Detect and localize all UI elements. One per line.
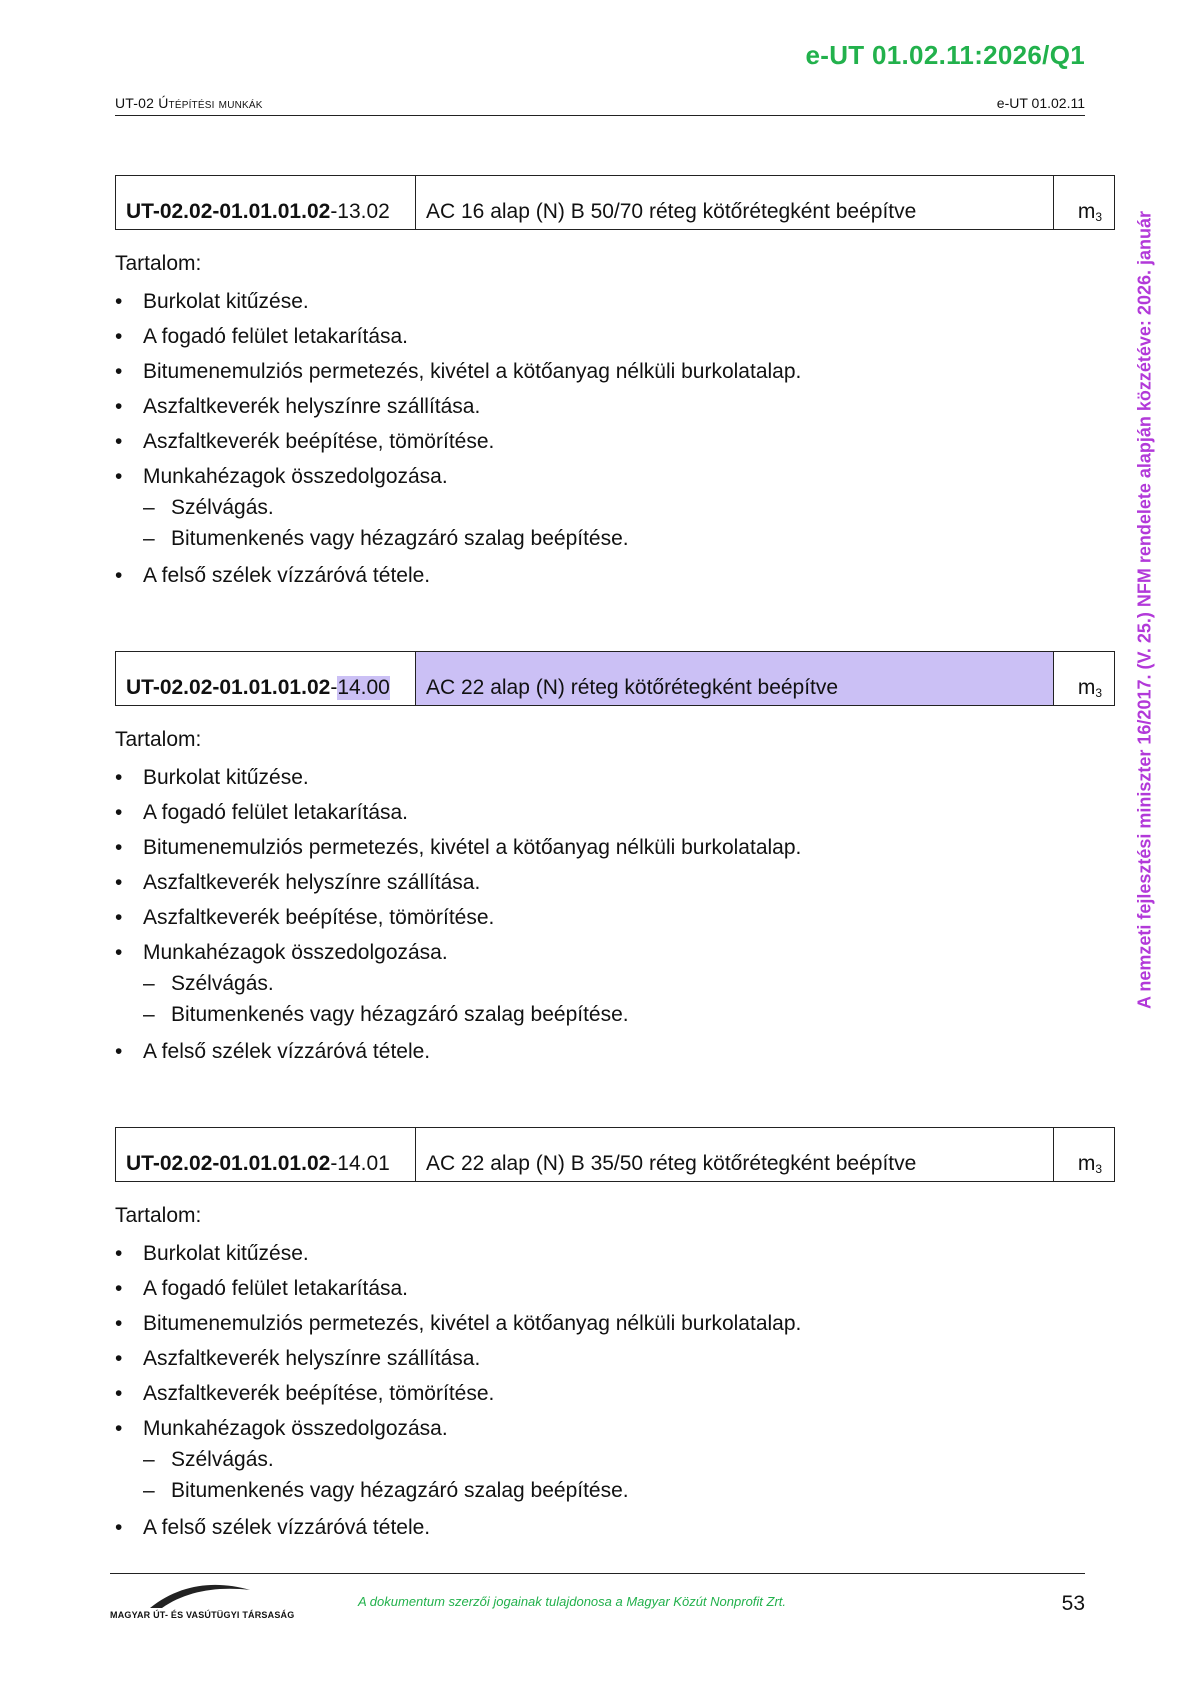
item-code-suffix: -13.02 [330,200,390,223]
item-code-bold: UT-02.02-01.01.01.02 [126,200,331,223]
sub-list-item: – Bitumenkenés vagy hézagzáró szalag beépítése. [143,525,1115,552]
sub-list-item: – Bitumenkenés vagy hézagzáró szalag beépítése. [143,1477,1115,1504]
list-item-with-sublist: • Munkahézagok összedolgozása. – Szélvágás. – Bitumenkenés vagy hézagzáró szalag beépítése. [115,463,1115,552]
work-item-2 [115,651,1115,1073]
content-list [115,1240,1115,1541]
list-item: • A fogadó felület letakarítása. [115,1275,1115,1302]
item-header [115,1127,1115,1182]
list-item-with-sublist: • Munkahézagok összedolgozása. – Szélvágás. – Bitumenkenés vagy hézagzáró szalag beépítése. [115,939,1115,1028]
sub-list [143,1446,1115,1504]
list-item: • Burkolat kitűzése. [115,764,1115,791]
item-code [116,176,416,229]
work-item-3 [115,1127,1115,1549]
list-item: • Aszfaltkeverék helyszínre szállítása. [115,1345,1115,1372]
sub-list-item: – Szélvágás. [143,970,1115,997]
content-label: Tartalom: [115,728,202,751]
copyright-notice: A dokumentum szerzői jogainak tulajdonosa a Magyar Közút Nonprofit Zrt. [358,1594,787,1609]
list-item: • A fogadó felület letakarítása. [115,323,1115,350]
running-header-right: e-UT 01.02.11 [996,95,1085,111]
sub-list [143,970,1115,1028]
sub-list-item: – Szélvágás. [143,494,1115,521]
page-footer [110,1573,1085,1634]
sub-list [143,494,1115,552]
item-title: AC 16 alap (N) B 50/70 réteg kötőrétegként beépítve [416,176,1054,229]
item-code-suffix: - [330,676,338,699]
content-label: Tartalom: [115,252,202,275]
list-item: • Bitumenemulziós permetezés, kivétel a kötőanyag nélküli burkolatalap. [115,358,1115,385]
item-unit: m $_3$ [1077,676,1102,700]
list-item: • Aszfaltkeverék beépítése, tömörítése. [115,1380,1115,1407]
list-item: • Burkolat kitűzése. [115,288,1115,315]
item-title: AC 22 alap (N) B 35/50 réteg kötőrétegként beépítve [416,1128,1054,1181]
list-item: • A felső szélek vízzáróvá tétele. [115,1038,1115,1065]
work-item-1 [115,175,1115,597]
list-item: • Bitumenemulziós permetezés, kivétel a kötőanyag nélküli burkolatalap. [115,1310,1115,1337]
list-item-with-sublist: • Munkahézagok összedolgozása. – Szélvágás. – Bitumenkenés vagy hézagzáró szalag beépítése. [115,1415,1115,1504]
logo-text: MAGYAR ÚT- ÉS VASÚTÜGYI TÁRSASÁG [110,1610,295,1620]
list-item: • A felső szélek vízzáróvá tétele. [115,1514,1115,1541]
content-list [115,288,1115,589]
running-header [115,95,1085,116]
document-stamp: e-UT 01.02.11:2026/Q1 [805,40,1085,70]
sub-list-item: – Bitumenkenés vagy hézagzáró szalag beépítése. [143,1001,1115,1028]
list-item: • Aszfaltkeverék beépítése, tömörítése. [115,904,1115,931]
road-swoosh-icon [110,1578,260,1612]
list-item: • A fogadó felület letakarítása. [115,799,1115,826]
content-list [115,764,1115,1065]
item-unit: m $_3$ [1077,200,1102,224]
item-unit: m $_3$ [1077,1152,1102,1176]
list-item: • Aszfaltkeverék beépítése, tömörítése. [115,428,1115,455]
list-item: • Bitumenemulziós permetezés, kivétel a kötőanyag nélküli burkolatalap. [115,834,1115,861]
list-item: • Aszfaltkeverék helyszínre szállítása. [115,393,1115,420]
item-code-suffix-highlighted: 14.00 [337,676,390,699]
organization-logo [110,1578,295,1626]
running-header-left: UT-02 Útépítési munkák [115,95,263,111]
item-code [116,1128,416,1181]
item-code-bold: UT-02.02-01.01.01.02 [126,676,331,699]
item-title-highlighted: AC 22 alap (N) réteg kötőrétegként beépítve [416,652,1054,705]
list-item: • Burkolat kitűzése. [115,1240,1115,1267]
page-number: 53 [1061,1592,1085,1615]
item-code [116,652,416,705]
item-header [115,175,1115,230]
item-header [115,651,1115,706]
list-item: • Aszfaltkeverék helyszínre szállítása. [115,869,1115,896]
publication-side-note: A nemzeti fejlesztési miniszter 16/2017. (V. 25.) NFM rendelete alapján közzétéve: 2026. január [1134,210,1155,1010]
list-item: • A felső szélek vízzáróvá tétele. [115,562,1115,589]
item-code-bold: UT-02.02-01.01.01.02 [126,1152,331,1175]
item-code-suffix: -14.01 [330,1152,390,1175]
sub-list-item: – Szélvágás. [143,1446,1115,1473]
content-label: Tartalom: [115,1204,202,1227]
